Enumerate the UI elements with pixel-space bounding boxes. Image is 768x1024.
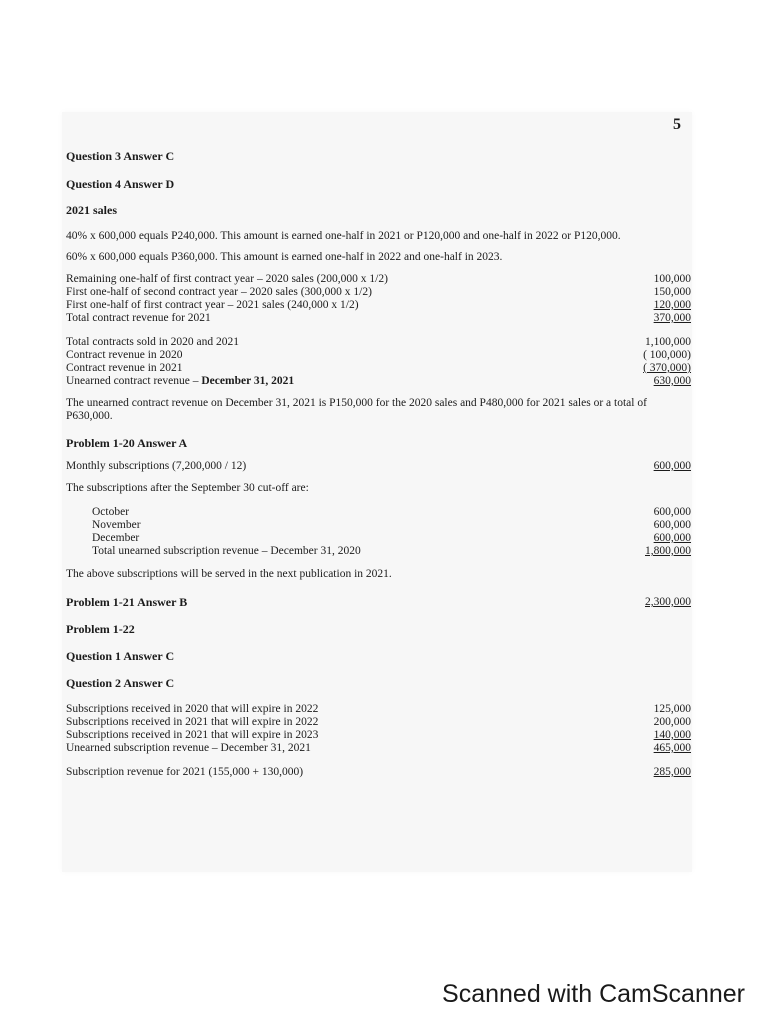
row-amount: 125,000: [653, 703, 691, 715]
paragraph-unearned-summary: The unearned contract revenue on December 31, 2021 is P150,000 for the 2020 sales and P480,000 for 2021 sales or a total of P630,000.: [66, 397, 647, 422]
row-label: Contract revenue in 2020: [66, 349, 183, 361]
row-label: Monthly subscriptions (7,200,000 / 12): [66, 460, 247, 472]
table-row: [66, 299, 691, 312]
row-label: December: [92, 532, 140, 544]
row-amount: 120,000: [653, 299, 691, 311]
sales-2021-heading: 2021 sales: [66, 203, 117, 217]
row-label: Remaining one-half of first contract year – 2020 sales (200,000 x 1/2): [66, 273, 388, 285]
table-row: [66, 273, 691, 286]
unearned-contract-table: [66, 336, 691, 388]
table-row: [66, 716, 691, 729]
row-label: October: [92, 506, 130, 518]
problem-1-21-row: [66, 596, 691, 609]
row-amount: 600,000: [653, 532, 691, 544]
table-row-total: [66, 375, 691, 388]
row-label-prefix: Unearned contract revenue –: [66, 375, 202, 387]
table-row: [66, 729, 691, 742]
problem-1-22-heading: Problem 1-22: [66, 622, 135, 636]
table-row: [66, 362, 691, 375]
row-label: Subscriptions received in 2021 that will expire in 2022: [66, 716, 319, 728]
row-amount: 1,100,000: [645, 336, 691, 348]
row-label: Unearned subscription revenue – December 31, 2021: [66, 742, 311, 754]
served-next-publication-sentence: The above subscriptions will be served in the next publication in 2021.: [66, 568, 392, 580]
row-label: Subscription revenue for 2021 (155,000 + 130,000): [66, 766, 304, 778]
row-amount: 140,000: [653, 729, 691, 741]
row-amount: 150,000: [653, 286, 691, 298]
paragraph-60-percent: 60% x 600,000 equals P360,000. This amount is earned one-half in 2022 and one-half in 2023.: [66, 251, 503, 263]
row-amount: ( 370,000): [643, 362, 691, 374]
row-amount: 200,000: [653, 716, 691, 728]
table-row-total: [66, 312, 691, 325]
row-label: Total contract revenue for 2021: [66, 312, 211, 324]
subscriptions-after-cutoff-table: [66, 506, 691, 558]
row-amount: 600,000: [653, 460, 691, 472]
subscription-revenue-row: [66, 766, 691, 779]
table-row: [66, 286, 691, 299]
question-4-heading: Question 4 Answer D: [66, 177, 175, 191]
row-label: [66, 375, 294, 388]
row-amount: 285,000: [653, 766, 691, 778]
table-row: [92, 532, 691, 545]
page-number: 5: [673, 116, 681, 133]
row-amount: 600,000: [653, 519, 691, 531]
row-amount: 630,000: [653, 375, 691, 387]
problem-1-20-heading: Problem 1-20 Answer A: [66, 436, 188, 450]
table-row-total: [92, 545, 691, 558]
table-row-total: [66, 742, 691, 755]
camscanner-watermark: Scanned with CamScanner: [442, 980, 745, 1008]
row-amount: 370,000: [653, 312, 691, 324]
document-body: [66, 150, 691, 779]
contract-revenue-2021-table: [66, 273, 691, 325]
paragraph-40-percent: 40% x 600,000 equals P240,000. This amount is earned one-half in 2021 or P120,000 and one-half in 2022 or P120,000.: [66, 230, 621, 242]
row-label: Subscriptions received in 2021 that will expire in 2023: [66, 729, 319, 741]
table-row: [92, 506, 691, 519]
row-amount: 465,000: [653, 742, 691, 754]
table-row: [66, 336, 691, 349]
cutoff-sentence: The subscriptions after the September 30 cut-off are:: [66, 482, 309, 494]
unearned-subscription-table: [66, 703, 691, 755]
table-row: [92, 519, 691, 532]
question-3-heading: Question 3 Answer C: [66, 149, 175, 163]
row-label: First one-half of second contract year – 2020 sales (300,000 x 1/2): [66, 286, 372, 298]
question-1-heading: Question 1 Answer C: [66, 649, 175, 663]
question-2-heading: Question 2 Answer C: [66, 676, 175, 690]
row-label-date: December 31, 2021: [201, 375, 295, 387]
row-amount: 600,000: [653, 506, 691, 518]
problem-1-21-heading: Problem 1-21 Answer B: [66, 595, 188, 609]
row-amount: 100,000: [653, 273, 691, 285]
table-row: [66, 703, 691, 716]
row-label: Total contracts sold in 2020 and 2021: [66, 336, 239, 348]
row-label: Subscriptions received in 2020 that will expire in 2022: [66, 703, 319, 715]
row-label: First one-half of first contract year – 2021 sales (240,000 x 1/2): [66, 299, 359, 311]
row-label: November: [92, 519, 141, 531]
row-amount: 1,800,000: [645, 545, 691, 557]
table-row: [66, 349, 691, 362]
row-amount: ( 100,000): [643, 349, 691, 361]
monthly-subscriptions-row: [66, 460, 691, 473]
row-label: Total unearned subscription revenue – December 31, 2020: [92, 545, 361, 557]
row-amount: 2,300,000: [645, 596, 691, 608]
row-label: Contract revenue in 2021: [66, 362, 183, 374]
